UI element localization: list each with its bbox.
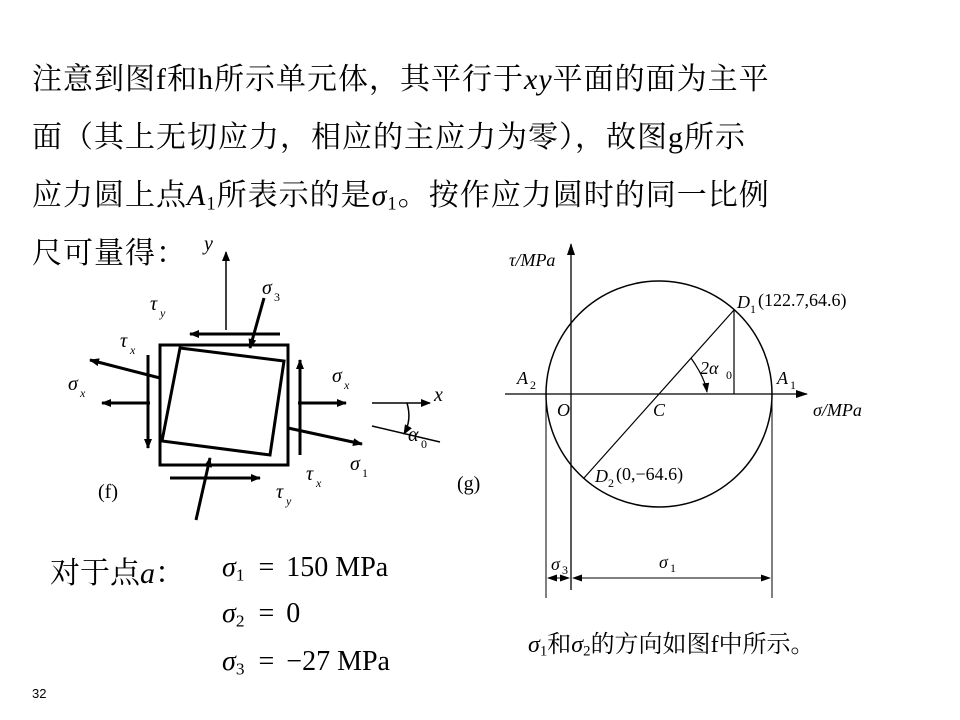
tau-y-label-bottom: τ <box>276 481 284 503</box>
y-axis-label: y <box>204 233 213 255</box>
figure-f-caption: (f) <box>98 481 118 503</box>
element-square <box>160 345 288 465</box>
result-sigma-3 <box>222 646 390 679</box>
results-lead <box>50 548 185 592</box>
tau-y-label-top: τ <box>150 293 158 315</box>
subscript: 2 <box>583 643 591 660</box>
point-A-symbol: A <box>187 179 207 212</box>
dim-sigma1-sub: 1 <box>670 561 676 575</box>
sigma-symbol: σ <box>528 632 540 658</box>
tau-x-label-left: τ <box>120 330 128 352</box>
sigma-symbol: σ <box>371 179 388 212</box>
text: 所示 <box>684 120 746 155</box>
tau-x-label-right: τ <box>306 463 314 485</box>
text: 面（其上无切应力，相应的主应力为零），故图 <box>32 120 668 155</box>
text: 和 <box>547 630 572 658</box>
dim-sigma3-sub: 3 <box>562 563 568 577</box>
subscript: 1 <box>539 643 548 660</box>
subscript: 1 <box>235 565 245 585</box>
figure-ref-g: g <box>668 121 684 154</box>
sigma-3-label: σ <box>262 277 272 299</box>
point-D2-label: D <box>595 466 608 486</box>
text: 注意到图 <box>32 62 156 97</box>
figure-ref-h: h <box>198 63 214 96</box>
figure-ref-f: f <box>710 632 719 658</box>
dim-sigma1-label: σ <box>659 552 668 572</box>
equals-sign: = <box>258 646 275 677</box>
text: 尺可量得： <box>32 236 187 271</box>
point-A2-label: A <box>517 368 528 388</box>
x-axis-label: x <box>434 384 443 406</box>
result-value: 150 MPa <box>286 552 389 583</box>
tau-x-label-left-sub: x <box>130 343 136 357</box>
sigma-3-top-arrow <box>250 298 264 348</box>
sigma-x-label-left-sub: x <box>80 386 86 400</box>
tau-y-label-bottom-sub: y <box>286 494 292 508</box>
subscript: 1 <box>387 193 398 215</box>
page-number: 32 <box>32 686 47 701</box>
equals-sign: = <box>258 598 275 629</box>
xy-symbol: xy <box>524 63 553 96</box>
D2-coordinates: (0,−64.6) <box>616 464 684 484</box>
D1-coordinates: (122.7,64.6) <box>758 290 847 310</box>
figure-g-mohr-circle <box>455 238 915 608</box>
tau-axis-label: τ/MPa <box>509 250 556 270</box>
figure-g-caption: (g) <box>457 473 481 495</box>
subscript: 2 <box>235 611 245 631</box>
point-D2-sub: 2 <box>608 476 614 490</box>
paragraph-line-3 <box>32 178 770 223</box>
subscript: 1 <box>206 193 217 215</box>
point-O-label: O <box>557 400 570 420</box>
sigma-1-label-sub: 1 <box>362 466 368 480</box>
result-value: −27 MPa <box>286 646 390 677</box>
point-A1-label: A <box>777 368 788 388</box>
subscript: 3 <box>235 659 245 679</box>
sigma-3-bottom-arrow <box>196 458 210 520</box>
text: 平面的面为主平 <box>552 62 770 97</box>
text: 所表示的是 <box>216 178 372 213</box>
text: 中所示。 <box>718 630 815 658</box>
text: 的方向如图 <box>590 630 711 658</box>
text: 所示单元体，其平行于 <box>214 62 524 97</box>
sigma-x-label-left: σ <box>68 373 78 395</box>
sigma-x-label-right: σ <box>332 365 342 387</box>
alpha-0-label-sub: 0 <box>421 437 427 451</box>
point-D1-label: D <box>737 292 750 312</box>
sigma-1-label: σ <box>350 453 360 475</box>
point-C-label: C <box>653 400 666 420</box>
sigma-x-label-right-sub: x <box>344 378 350 392</box>
result-value: 0 <box>286 598 301 629</box>
paragraph-line-2 <box>32 120 746 156</box>
point-D1-sub: 1 <box>750 302 756 316</box>
point-A2-sub: 2 <box>530 378 536 392</box>
alpha-0-label: α <box>408 424 419 446</box>
point-A1-sub: 1 <box>790 378 796 392</box>
two-alpha-sub: 0 <box>726 368 732 382</box>
point-a-symbol: a <box>140 557 155 590</box>
result-sigma-2 <box>222 598 300 631</box>
figure-ref-f: f <box>156 63 167 96</box>
direction-caption <box>528 624 815 661</box>
result-sigma-1 <box>222 552 388 585</box>
text: 。按作应力圆时的同一比例 <box>397 178 770 213</box>
sigma-symbol: σ <box>222 598 236 629</box>
text: 应力圆上点 <box>32 178 187 213</box>
equals-sign: = <box>258 552 275 583</box>
sigma-symbol: σ <box>222 646 236 677</box>
sigma-symbol: σ <box>571 632 584 658</box>
sigma-axis-label: σ/MPa <box>813 400 862 420</box>
text: ： <box>155 556 185 591</box>
text: 对于点 <box>50 556 140 591</box>
dim-sigma3-label: σ <box>551 554 560 574</box>
text: 和 <box>167 62 198 97</box>
sigma-3-label-sub: 3 <box>274 290 280 304</box>
tau-x-label-right-sub: x <box>316 476 322 490</box>
rotated-element <box>162 348 284 455</box>
sigma-symbol: σ <box>222 552 236 583</box>
tau-y-label-top-sub: y <box>160 306 166 320</box>
two-alpha-label: 2α <box>700 358 719 378</box>
paragraph-line-1 <box>32 62 770 98</box>
